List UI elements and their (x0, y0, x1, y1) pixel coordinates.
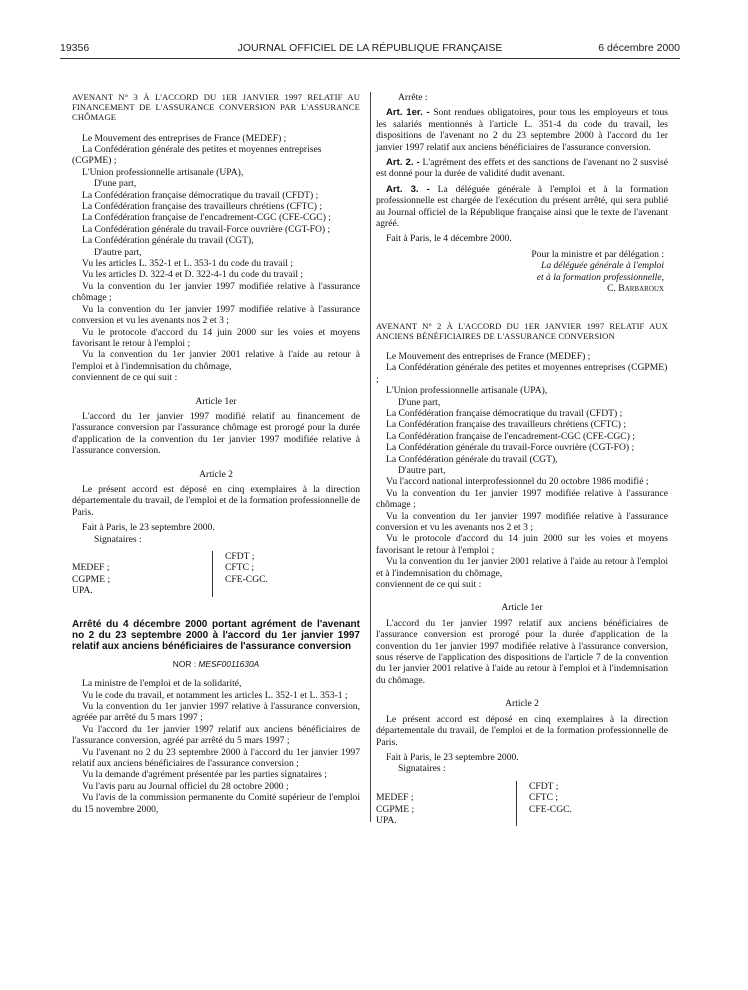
union-line: La Confédération générale du travail (CGT), (82, 235, 254, 247)
deleguee-text-1: La déléguée générale à l'emploi (540, 260, 664, 272)
signatories-employers (72, 551, 212, 597)
avenant-2-title: AVENANT N° 2 À L'ACCORD DU 1ER JANVIER 1997 RELATIF AUX ANCIENS BÉNÉFICIAIRES DE L'ASSURANCE CONVERSION (376, 320, 668, 341)
party-line: Le Mouvement des entreprises de France (MEDEF) ; (386, 350, 591, 362)
delegation-line: Pour la ministre et par délégation : (531, 248, 664, 260)
journal-title: JOURNAL OFFICIEL DE LA RÉPUBLIQUE FRANÇAISE (237, 42, 503, 54)
deleguee-line-1 (376, 260, 668, 271)
signatory: CGPME ; (376, 803, 415, 815)
nor-label: NOR : (172, 658, 197, 669)
union-line: La Confédération française des travailleurs chrétiens (CFTC) ; (386, 419, 627, 431)
signatory: CFE-CGC. (529, 803, 572, 815)
signatory: UPA. (72, 585, 93, 597)
dune-part: D'une part, (94, 178, 137, 190)
nor-code: MESF0011630A (198, 658, 260, 669)
deleguee-text-2: et à la formation professionnelle, (536, 271, 664, 283)
union-parties-2 (376, 408, 668, 476)
signatories-block (72, 551, 360, 597)
arrete-title: Arrêté du 4 décembre 2000 portant agrément de l'avenant no 2 du 23 septembre 2000 à l'accord du 1er janvier 1997 relatif aux anciens bénéficiaires de l'assurance conversion (72, 618, 360, 653)
signatory: MEDEF ; (376, 792, 414, 804)
page-number: 19356 (60, 42, 90, 54)
signatory: CFTC ; (225, 562, 255, 574)
visa-line: Vu les articles D. 322-4 et D. 322-4-1 du code du travail ; (82, 269, 304, 281)
union-line: La Confédération française démocratique du travail (CFDT) ; (386, 407, 623, 419)
right-column (376, 92, 668, 826)
signatory: MEDEF ; (72, 562, 110, 574)
arrete-visa-line: Vu l'avenant no 2 du 23 septembre 2000 à l'accord du 1er janvier 1997 relatif aux anciens bénéficiaires de l'assurance conversion ; (72, 746, 360, 770)
arrete-article-3 (376, 184, 668, 230)
conviennent-line: conviennent de ce qui suit : (72, 372, 178, 384)
union-line: La Confédération française démocratique du travail (CFDT) ; (82, 189, 319, 201)
arrete-fait: Fait à Paris, le 4 décembre 2000. (386, 233, 512, 245)
union-parties (72, 190, 360, 258)
column-divider (370, 92, 371, 822)
nor-reference (72, 659, 360, 670)
union-line: La Confédération générale du travail (CGT), (386, 453, 558, 465)
party-line: Le Mouvement des entreprises de France (MEDEF) ; (82, 132, 287, 144)
visa-line: Vu l'accord national interprofessionnel du 20 octobre 1986 modifié ; (386, 476, 649, 488)
union-line: La Confédération générale du travail-Force ouvrière (CGT-FO) ; (386, 442, 635, 454)
visas-list-2 (376, 476, 668, 579)
article-1-text: L'accord du 1er janvier 1997 modifié relatif au financement de l'assurance conversion par l'assurance chômage est prorogé pour la durée d'application de la convention du 1er janvier 1997 modifiée relative à l'assurance conversion. (72, 410, 360, 457)
arrete-article-1-label: Art. 1er. - (386, 107, 430, 119)
signatory: CFDT ; (529, 780, 559, 792)
union-line: La Confédération générale du travail-Force ouvrière (CGT-FO) ; (82, 223, 331, 235)
arrete-visa-line: Vu l'avis de la commission permanente du Comité supérieur de l'emploi du 15 novembre 2000, (72, 792, 360, 815)
header-rule (60, 58, 680, 59)
signatory: CFTC ; (529, 792, 559, 804)
article-1-heading: Article 1er (195, 395, 237, 407)
arrete-article-2-text: L'agrément des effets et des sanctions de l'avenant no 2 susvisé est donné pour la durée de validité dudit avenant. (376, 157, 668, 180)
visa-line: Vu le protocole d'accord du 14 juin 2000 sur les voies et moyens favorisant le retour à l'emploi ; (376, 533, 668, 556)
arrete-visa-line: Vu la demande d'agrément présentée par les parties signataires ; (82, 769, 327, 781)
left-column (72, 92, 360, 815)
signatories-employers-2 (376, 781, 516, 827)
employer-parties (72, 133, 360, 190)
arrete-visa-line: Vu l'accord du 1er janvier 1997 relatif aux anciens bénéficiaires de l'assurance conversion, agréé par arrêté du 5 mars 1997 ; (72, 723, 360, 747)
signatory: CFDT ; (225, 551, 255, 563)
party-line: L'Union professionnelle artisanale (UPA), (82, 166, 244, 178)
avenant-3-title: AVENANT N° 3 À L'ACCORD DU 1ER JANVIER 1997 RELATIF AU FINANCEMENT DE L'ASSURANCE CONVERSION PAR L'ASSURANCE CHÔMAGE (72, 92, 360, 123)
dune-part: D'une part, (398, 396, 441, 408)
ministre-line: La ministre de l'emploi et de la solidarité, (82, 678, 242, 690)
signer-name: C. Barbaroux (607, 283, 664, 295)
visa-line: Vu le protocole d'accord du 14 juin 2000 sur les voies et moyens favorisant le retour à l'emploi ; (72, 326, 360, 349)
arrete-article-2 (376, 157, 668, 180)
article-2-text: Le présent accord est déposé en cinq exemplaires à la direction départementale du travail, de l'emploi et de la formation professionnelle de Paris. (72, 483, 360, 518)
signatories-block-2 (376, 781, 668, 827)
party-line: L'Union professionnelle artisanale (UPA), (386, 385, 548, 397)
visa-line: Vu la convention du 1er janvier 1997 modifiée relative à l'assurance conversion et vu les avenants nos 2 et 3 ; (376, 510, 668, 533)
arrete-article-3-text: La déléguée générale à l'emploi et à la formation professionnelle est chargée de l'exécution du présent arrêté, qui sera publié au Journal officiel de la République française ainsi que le texte de l'avenant agréé. (376, 183, 668, 230)
union-line: La Confédération française des travailleurs chrétiens (CFTC) ; (82, 201, 323, 213)
signatory: CGPME ; (72, 573, 111, 585)
fait-a-paris: Fait à Paris, le 23 septembre 2000. (82, 522, 215, 534)
article-2-heading-2: Article 2 (505, 698, 539, 710)
publication-date: 6 décembre 2000 (598, 42, 680, 54)
fait-a-paris-2: Fait à Paris, le 23 septembre 2000. (386, 751, 519, 763)
signatory: CFE-CGC. (225, 573, 268, 585)
signataires-label: Signataires : (94, 533, 142, 545)
conviennent-line-2: conviennent de ce qui suit : (376, 579, 482, 591)
arrete-label: Arrête : (398, 92, 428, 103)
party-line: La Confédération générale des petites et moyennes entreprises (CGPME) ; (376, 362, 668, 385)
arrete-visa-line: Vu le code du travail, et notamment les articles L. 352-1 et L. 353-1 ; (82, 689, 348, 701)
page-header (60, 42, 680, 56)
arrete-visa-line: Vu l'avis paru au Journal officiel du 28 octobre 2000 ; (82, 780, 289, 792)
signatory: UPA. (376, 814, 397, 826)
visa-line: Vu la convention du 1er janvier 1997 modifiée relative à l'assurance chômage ; (376, 487, 668, 511)
arrete-visa-line: Vu la convention du 1er janvier 1997 relative à l'assurance conversion, agréée par arrêté du 5 mars 1997 ; (72, 701, 360, 724)
arrete-article-1 (376, 107, 668, 153)
employer-parties-2 (376, 351, 668, 408)
signataires-label-2: Signataires : (398, 763, 446, 775)
visa-line: Vu la convention du 1er janvier 2001 relative à l'aide au retour à l'emploi et à l'indemnisation du chômage, (376, 556, 668, 579)
visa-line: Vu la convention du 1er janvier 1997 modifiée relative à l'assurance chômage ; (72, 280, 360, 304)
signatories-unions-2 (516, 781, 572, 827)
arrete-article-3-label: Art. 3. - (386, 183, 430, 195)
article-1-heading-2: Article 1er (501, 602, 543, 614)
visa-line: Vu les articles L. 352-1 et L. 353-1 du code du travail ; (82, 258, 293, 270)
dautre-part: D'autre part, (94, 246, 142, 258)
article-2-heading: Article 2 (199, 468, 233, 480)
visas-list (72, 258, 360, 372)
arrete-article-1-text: Sont rendues obligatoires, pour tous les employeurs et tous les salariés mentionnés à l'article L. 351-4 du code du travail, les dispositions de l'avenant no 2 du 23 septembre 2000 à l'accord du 1er janvier 1997 relatif aux anciens bénéficiaires de l'assurance conversion. (376, 107, 668, 153)
article-2-body-2: Le présent accord est déposé en cinq exemplaires à la direction départementale du travail, de l'emploi et de la formation professionnelle de Paris. (376, 713, 668, 748)
union-line: La Confédération française de l'encadrement-CGC (CFE-CGC) ; (386, 430, 635, 442)
dautre-part: D'autre part, (398, 464, 446, 476)
deleguee-line-2 (376, 272, 668, 283)
visa-line: Vu la convention du 1er janvier 1997 modifiée relative à l'assurance conversion et vu les avenants nos 2 et 3 ; (72, 303, 360, 327)
arrete-article-2-label: Art. 2. - (386, 157, 420, 169)
visa-line: Vu la convention du 1er janvier 2001 relative à l'aide au retour à l'emploi et à l'indemnisation du chômage, (72, 349, 360, 372)
signatories-unions (212, 551, 268, 597)
party-line: La Confédération générale des petites et moyennes entreprises (CGPME) ; (72, 144, 322, 167)
union-line: La Confédération française de l'encadrement-CGC (CFE-CGC) ; (82, 212, 331, 224)
arrete-visas (72, 690, 360, 815)
article-1-body-2: L'accord du 1er janvier 1997 relatif aux anciens bénéficiaires de l'assurance conversion est prorogé pour la durée d'application de la convention du 1er janvier 1997 modifiée relative à l'assurance conversion, sous réserve de l'application des dispositions de l'article 7 de la convention du 1er janvier 2001 relative à l'aide au retour à l'emploi et à l'indemnisation du chômage. (376, 617, 668, 686)
